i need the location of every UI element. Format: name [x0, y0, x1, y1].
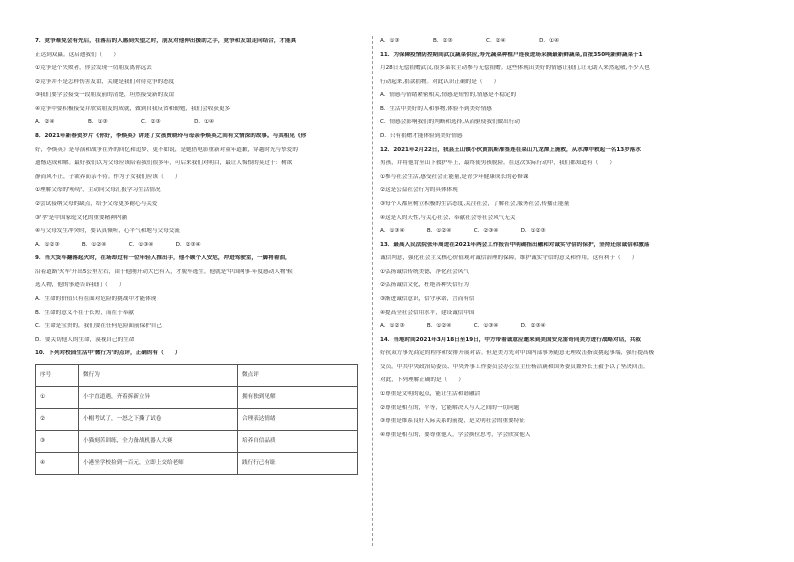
q9-option-c: C．生命是宝贵的，我们要在任何危险面前保护自己 — [35, 323, 162, 330]
q14-item-4: ④尊重是相互的，要尊重他人，学会换位思考，学会欣赏他人 — [380, 431, 531, 438]
q8-stem-line1: 8．2021年新春贺岁片《你好，李焕英》讲述了女孩贾晓玲与母亲李焕英之间有文情深的故事。与其相见《你 — [35, 133, 307, 140]
q13-item-3: ③渐进诚信意识，信守承诺，言而有信 — [380, 295, 475, 302]
table-header: 序号 — [36, 364, 79, 386]
q7-options: A．②④ B．①③ C．②③ D．①④ — [35, 119, 215, 126]
q9-option-a: A．生命的价值只有在面对危险的挑战中才能体现 — [35, 295, 157, 302]
q10-options: A．①③ B．②③ C．②④ D．①④ — [380, 38, 560, 44]
q14-stem-line3: 交员。中共中央政治局委员、中央外事工作委员会办公室主任杨洁篪和国务委员兼外长王毅予以了坚决回击。 — [380, 363, 649, 370]
table-cell: 小猫刻苦训练，全力备战机器人大赛 — [79, 430, 238, 452]
table-cell: ① — [36, 386, 79, 408]
q12-item-4: ④这是人的天性,与关心社会、奉献社会等社会风气无关 — [380, 214, 516, 221]
q12-item-1: ①参与社会生活,感受社会正能量,是青少年健康成长的必修课 — [380, 173, 529, 180]
q12-item-3: ③每个人都应树立积极的生活态度,关注社会，了解社会,服务社会,传播正能量 — [380, 200, 570, 207]
q8-stem-line3: 遗憾达成和解。最好我们以为父母应该陪着我们很多年，可后来我们对明白，最让人悔恨的莫过于：树欲 — [35, 160, 293, 167]
q14-stem-line2: 好抗双方事先商定的程序和安排开展对话。但是美方先对中国内部事务随意无理攻击指责挑起事端，强行提高极 — [380, 350, 655, 357]
table-row — [36, 386, 358, 408]
q8-stem-line4: 静而风不止，子欲养而亲不待。作为子女我们应该（ ） — [35, 173, 181, 180]
q14-item-3: ③尊重是维系良好人际关系的前提，是文明社会的重要特征 — [380, 418, 525, 425]
q12-item-2: ②这是公益社会行为的具体体现 — [380, 187, 458, 194]
q13-item-4: ④提高全社会信用水平，建设诚信中国 — [380, 309, 475, 316]
q14-item-1: ①尊重是文明的起点，能让生活和谐融洽 — [380, 391, 481, 398]
right-column — [380, 38, 770, 445]
q8-item-4: ④与父母发生冲突时，要认真倾听，心平气和地与父母交流 — [35, 228, 180, 235]
q8-item-3: ③'孝'是中国家庭文化的重要精神内涵 — [35, 214, 127, 221]
q13-options: A．①②③ B．①②④ C．①③④ D．②③④ — [380, 323, 546, 330]
q10-table — [35, 364, 358, 475]
q9-stem-line3: 选人物，他的事迹告诉我们（ ） — [35, 282, 125, 289]
q13-item-2: ②弘扬诚信文化，杜绝各种失信行为 — [380, 282, 469, 289]
q11-stem-line2: 月28日无偿捐赠武汉,很多菜农主动参与无偿捐赠。这些体现出美好的情感让我们,让无助人来然起敬,不少人也 — [380, 65, 650, 72]
q7-item-2: ②竞争并不是怎样伤害友谊，关键是我们对待竞争的态度 — [35, 78, 175, 85]
q8-stem-line2: 好，李焕英》是导演和战争在外的回忆和追梦，更不如说，是她借电影重新对童年道歉，穿越时光与挚爱的 — [35, 146, 298, 153]
left-column — [35, 38, 365, 475]
table-header: 微行为 — [79, 364, 238, 386]
table-row — [36, 430, 358, 452]
q11-option-b: B．生活中美好的人和事物,体验不到美好情感 — [380, 105, 492, 112]
q14-stem-line1: 14．当地时间2021年3月18日至19日，中方带着诚意应邀来到美国安克雷奇同美方进行战略对话，共叙 — [380, 336, 641, 343]
table-cell: ③ — [36, 430, 79, 452]
q11-option-a: A．情感与情绪紧密相关,情感是短暂的,情感是不稳定的 — [380, 92, 517, 99]
column-divider — [372, 36, 373, 546]
q7-stem-line1: 7．竞争难免会有先后，在落后的人感到失望之时，朋友对他伸出援助之手，竞争和友谊走向结合，才能真 — [35, 38, 297, 44]
table-cell: ④ — [36, 452, 79, 474]
q8-options: A．①②③ B．①②④ C．①③④ D．②③④ — [35, 241, 201, 248]
q7-stem-line2: 正达到双赢。这启迪我们（ ） — [35, 51, 119, 58]
q8-item-1: ①理解父母的'唠叨'，主动向父母汇报学习生活情况 — [35, 187, 161, 194]
q12-stem-line1: 12．2021年2月22日，我县王山镇小伙黄凯斯准签连在菜山九龙潭上施救，从水潭中救起一名13岁落水 — [380, 146, 641, 153]
table-header: 微点评 — [238, 364, 358, 386]
q14-stem-line4: 对此，下列理解正确的是（ ） — [380, 377, 464, 384]
table-cell: ② — [36, 408, 79, 430]
table-cell: 小港坐学校捡到一百元，立即上交给老师 — [79, 452, 238, 474]
q10-stem: 10．下列对校园生活中'微行为'的点评，正确的有（ ） — [35, 350, 181, 357]
table-header-row — [36, 364, 358, 386]
table-cell: 拥有独到见解 — [238, 386, 358, 408]
q11-option-d: D．只有捐赠才能体验到美好情感 — [380, 133, 463, 140]
q13-item-1: ①弘扬诚信传统美德，净化社会风气 — [380, 268, 469, 275]
table-row — [36, 408, 358, 430]
table-cell: 践行行己有耻 — [238, 452, 358, 474]
q9-stem-line1: 9．当大货车翻落起火时，在场却过有一位年轻人推出手，他不顾个人安危，冲进驾驶室，一脚将着油， — [35, 255, 291, 262]
q9-option-d: D．要关切他人的生命，漠视自己的生命 — [35, 336, 135, 343]
table-cell: 小帽考试了，一怒之下撕了试卷 — [79, 408, 238, 430]
q7-item-4: ④竞争中要积极接受并欣赏朋友的成就，做到自我反省和勤勉，我们会收获更多 — [35, 105, 231, 112]
q14-item-2: ②尊重是相互的，平等，它能解决人与人之间的一切问题 — [380, 404, 520, 411]
q12-options: A．①③④ B．①②④ C．②③④ D．①②③ — [380, 228, 546, 235]
q12-stem-line2: 男孩，并将他背至山下救护车上，最终使男孩脱险。在这次实际行动中，我们都知道有（ ） — [380, 160, 615, 167]
q11-stem-line1: 11．为保障疫情防控期间武汉蔬菜供应,寿光蔬菜种植户连夜进场采摘最新鲜蔬菜,首批350吨新鲜蔬菜于1 — [380, 51, 643, 58]
q9-option-b: B．生命的意义不在于长短，而在于奉献 — [35, 309, 134, 316]
q13-stem-line2: 诚信判意，强化社会主义核心价值观对诚信治理的保障，维护诚实守信的意义和作用，这有利于（ ） — [380, 255, 638, 262]
table-cell: 小宇直道遇，齐着拆新立异 — [79, 386, 238, 408]
q7-item-1: ①竞争是个失败者，你会发现一切朋友离你远去 — [35, 65, 152, 72]
q7-item-3: ③我们要学会接受一段朋友前的清楚，坦然接受新的友谊 — [35, 92, 175, 99]
q11-option-c: C．情感会影响我们的判断和选择,从而驱使我们做出行动 — [380, 119, 520, 126]
q11-stem-line3: 行动起来,捐款捐物。对此认识正确的是（ ） — [380, 78, 500, 85]
q13-stem-line1: 13．最高人民法院张年周进在2021年两会工作报告中明确指出融和对诚实守信的保护，坚持还原诚信和激荡 — [380, 241, 650, 248]
table-cell: 合理表达情绪 — [238, 408, 358, 430]
q9-stem-line2: 沿着道路'火车'开出5公里左右，由于他刚开动大巴有人，才脱车逃生。他就是'中国网事·年度感动人物'候 — [35, 268, 293, 275]
table-row — [36, 452, 358, 474]
table-cell: 培养自信品质 — [238, 430, 358, 452]
q8-item-2: ②尝试接纳父母的缺点，给予父母更多耐心与关爱 — [35, 200, 158, 207]
